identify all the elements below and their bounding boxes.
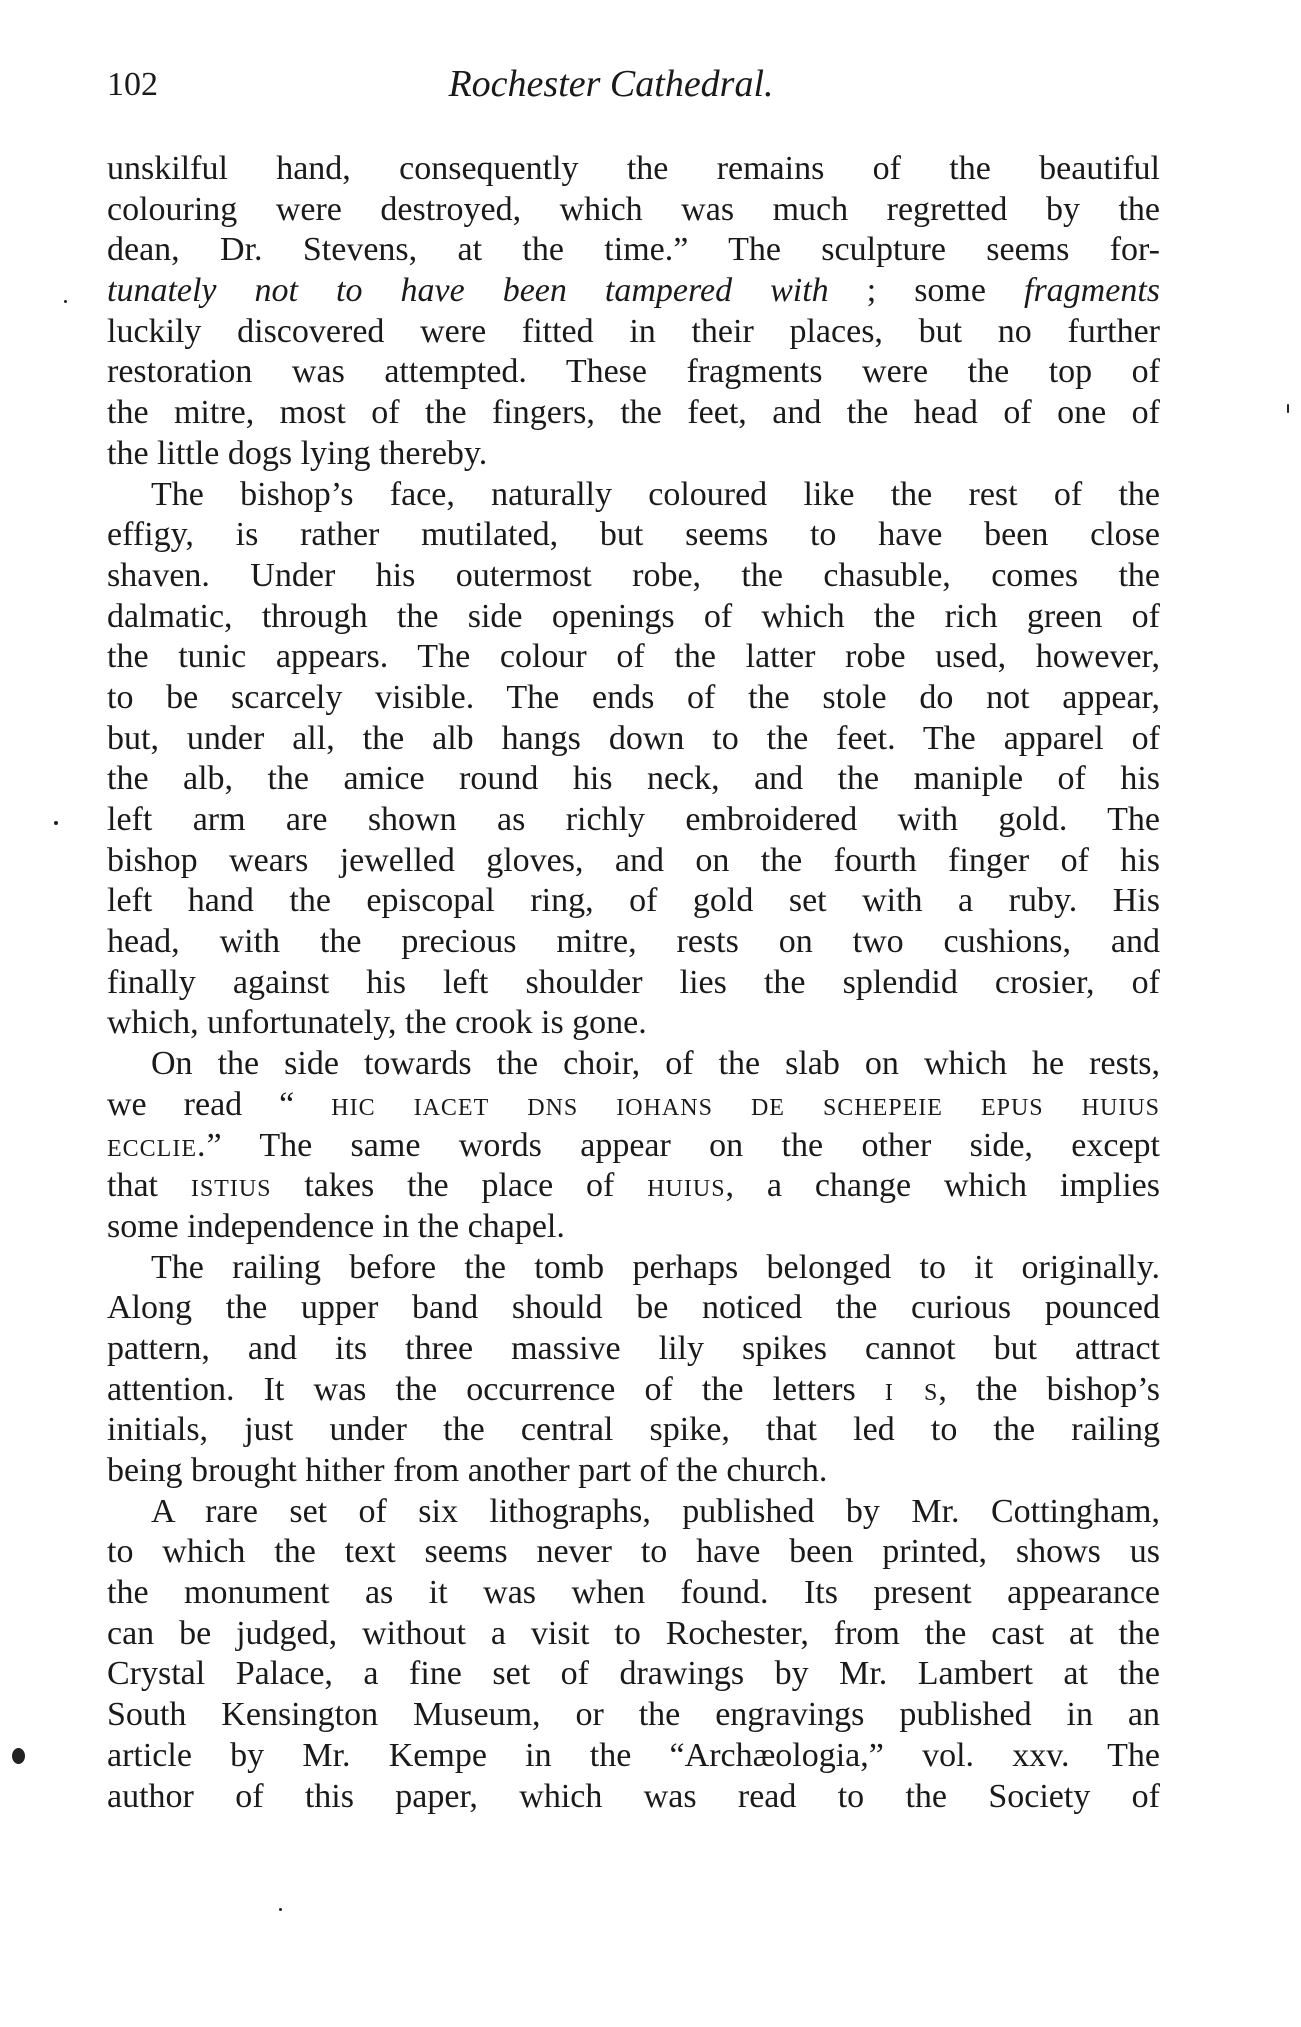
- text-line: [107, 1654, 1160, 1695]
- text-run: the tunic appears. The colour of the latter robe used, however,: [107, 638, 1160, 676]
- text-line: [107, 1492, 1160, 1533]
- text-run: colouring were destroyed, which was much regretted by the: [107, 190, 1160, 228]
- text-line: [107, 149, 1160, 190]
- text-run: shaven. Under his outermost robe, the chasuble, comes the: [107, 556, 1160, 594]
- text-line: [107, 1248, 1160, 1289]
- text-run: author of this paper, which was read to the Society of: [107, 1777, 1160, 1815]
- text-line: [107, 1085, 1160, 1126]
- text-run: ; some: [828, 272, 1024, 310]
- text-run: , a change which implies: [725, 1167, 1161, 1205]
- text-line: [107, 1126, 1160, 1167]
- text-run: luckily discovered were fitted in their places, but no further: [107, 312, 1160, 350]
- scan-speck: [279, 1908, 282, 1911]
- text-line: [107, 1777, 1160, 1818]
- small-caps-text: huius: [647, 1167, 726, 1205]
- text-run: restoration was attempted. These fragments were the top of: [107, 353, 1160, 391]
- text-line: [107, 1695, 1160, 1736]
- text-line: [107, 475, 1160, 516]
- text-run: finally against his left shoulder lies the splendid crosier, of: [107, 963, 1160, 1001]
- text-run: The bishop’s face, naturally coloured like the rest of the: [151, 475, 1160, 513]
- text-line: [107, 190, 1160, 231]
- text-line: [107, 963, 1160, 1004]
- text-run: Along the upper band should be noticed the curious pounced: [107, 1289, 1160, 1327]
- text-line: [107, 352, 1160, 393]
- body-text: [107, 149, 1160, 1817]
- text-run: article by Mr. Kempe in the “Archæologia,” vol. xxv. The: [107, 1736, 1160, 1774]
- text-line: [107, 271, 1160, 312]
- text-run: can be judged, without a visit to Rochester, from the cast at the: [107, 1614, 1160, 1652]
- text-run: unskilful hand, consequently the remains of the beautiful: [107, 150, 1160, 187]
- text-run: The railing before the tomb perhaps belonged to it originally.: [151, 1248, 1160, 1286]
- text-line: [107, 515, 1160, 556]
- text-run: that: [107, 1167, 191, 1205]
- small-caps-text: istius: [190, 1167, 272, 1205]
- text-line: [107, 1370, 1160, 1411]
- text-line: [107, 881, 1160, 922]
- text-run: A rare set of six lithographs, published by Mr. Cottingham,: [151, 1492, 1160, 1530]
- text-line: [107, 1736, 1160, 1777]
- text-run: initials, just under the central spike, that led to the railing: [107, 1411, 1160, 1449]
- text-line: [107, 800, 1160, 841]
- text-run: bishop wears jewelled gloves, and on the fourth finger of his: [107, 841, 1160, 879]
- text-run: to which the text seems never to have been printed, shows us: [107, 1533, 1160, 1571]
- scan-speck: [1287, 404, 1289, 413]
- page-number: 102: [107, 66, 158, 103]
- text-run: to be scarcely visible. The ends of the stole do not appear,: [107, 678, 1160, 716]
- text-line: [107, 1532, 1160, 1573]
- text-line: [107, 1288, 1160, 1329]
- text-line: [107, 1207, 1160, 1248]
- scan-speck: [54, 821, 58, 825]
- text-line: [107, 841, 1160, 882]
- text-run: left arm are shown as richly embroidered with gold. The: [107, 801, 1160, 838]
- text-run: South Kensington Museum, or the engravings published in an: [107, 1696, 1160, 1734]
- running-title: Rochester Cathedral.: [448, 63, 774, 105]
- text-line: [107, 637, 1160, 678]
- text-run: effigy, is rather mutilated, but seems to have been close: [107, 516, 1160, 554]
- text-run: On the side towards the choir, of the slab on which he rests,: [151, 1045, 1160, 1083]
- text-line: [107, 556, 1160, 597]
- text-run: being brought hither from another part of the church.: [107, 1452, 828, 1489]
- text-line: [107, 1614, 1160, 1655]
- text-run: the alb, the amice round his neck, and the maniple of his: [107, 760, 1160, 798]
- text-run: left hand the episcopal ring, of gold set with a ruby. His: [107, 882, 1160, 920]
- text-run: attention. It was the occurrence of the letters: [107, 1370, 885, 1408]
- text-run: dalmatic, through the side openings of which the rich green of: [107, 597, 1160, 635]
- italic-text: fragments: [1024, 272, 1160, 310]
- text-line: [107, 1410, 1160, 1451]
- small-caps-text: hic iacet dns iohans de schepeie epus huius: [331, 1085, 1160, 1123]
- text-line: [107, 1573, 1160, 1614]
- text-line: [107, 1044, 1160, 1085]
- text-line: [107, 1003, 1160, 1044]
- small-caps-text: ecclie.: [107, 1126, 207, 1164]
- text-run: Crystal Palace, a fine set of drawings by Mr. Lambert at the: [107, 1655, 1160, 1693]
- text-line: [107, 597, 1160, 638]
- italic-text: tunately not to have been tampered with: [107, 272, 829, 310]
- text-run: we read “: [107, 1085, 332, 1123]
- scan-speck: [64, 300, 67, 303]
- text-line: [107, 678, 1160, 719]
- text-run: which, unfortunately, the crook is gone.: [107, 1004, 647, 1042]
- text-line: [107, 230, 1160, 271]
- scan-speck: [12, 1748, 25, 1764]
- text-run: ” The same words appear on the other side, except: [206, 1126, 1160, 1164]
- text-run: some independence in the chapel.: [107, 1207, 565, 1245]
- text-line: [107, 1329, 1160, 1370]
- text-line: [107, 393, 1160, 434]
- text-run: takes the place of: [271, 1167, 648, 1205]
- text-run: the monument as it was when found. Its present appearance: [107, 1574, 1160, 1612]
- text-line: [107, 922, 1160, 963]
- text-run: pattern, and its three massive lily spikes cannot but attract: [107, 1329, 1160, 1367]
- text-run: the little dogs lying thereby.: [107, 434, 488, 472]
- text-run: the mitre, most of the fingers, the feet, and the head of one of: [107, 394, 1160, 432]
- text-run: but, under all, the alb hangs down to the feet. The apparel of: [107, 719, 1160, 757]
- text-line: [107, 312, 1160, 353]
- text-line: [107, 434, 1160, 475]
- text-line: [107, 1166, 1160, 1207]
- text-line: [107, 1451, 1160, 1492]
- small-caps-text: i s: [884, 1370, 939, 1408]
- text-run: , the bishop’s: [938, 1370, 1160, 1408]
- text-line: [107, 719, 1160, 760]
- text-run: head, with the precious mitre, rests on two cushions, and: [107, 923, 1160, 961]
- text-run: dean, Dr. Stevens, at the time.” The sculpture seems for-: [107, 231, 1160, 269]
- text-line: [107, 759, 1160, 800]
